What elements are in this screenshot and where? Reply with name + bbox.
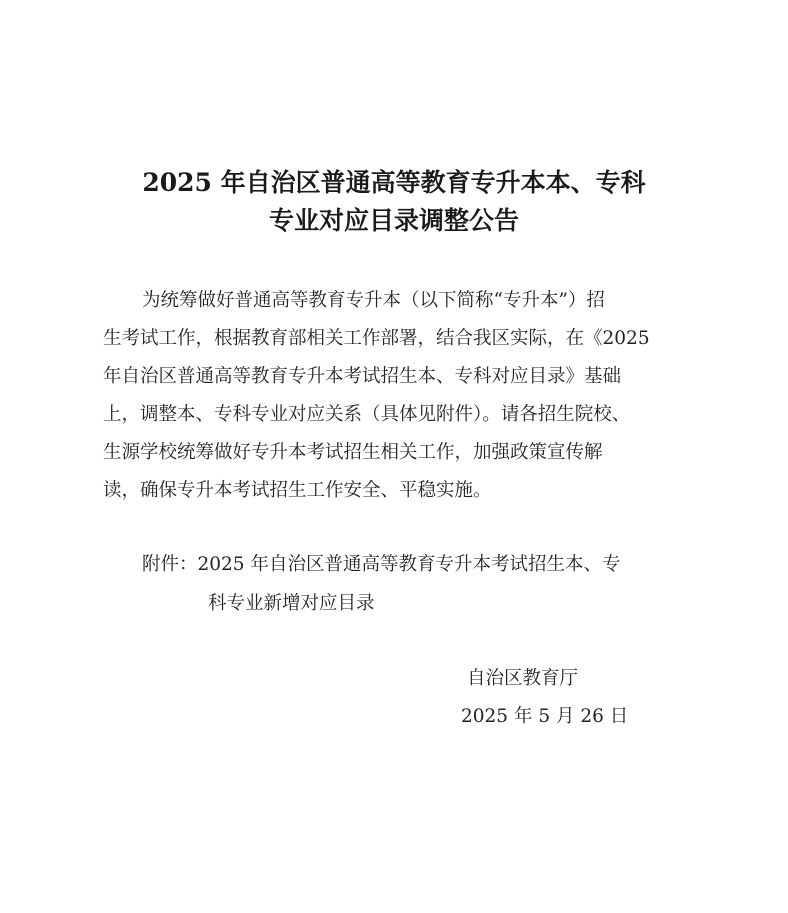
body-paragraph-line: 生考试工作，根据教育部相关工作部署，结合我区实际，在《2025 — [103, 328, 650, 349]
issuer-name: 自治区教育厅 — [467, 668, 579, 689]
attachment-line-1: 附件：2025 年自治区普通高等教育专升本考试招生本、专 — [142, 554, 621, 575]
body-paragraph-line: 为统筹做好普通高等教育专升本（以下简称“专升本”）招 — [142, 290, 605, 311]
document-title-line-1: 2025 年自治区普通高等教育专升本本、专科 — [142, 168, 646, 197]
issue-date: 2025 年 5 月 26 日 — [461, 706, 629, 727]
body-paragraph-line: 读，确保专升本考试招生工作安全、平稳实施。 — [103, 480, 492, 501]
attachment-line-2: 科专业新增对应目录 — [208, 593, 375, 614]
body-paragraph-line: 年自治区普通高等教育专升本考试招生本、专科对应目录》基础 — [103, 366, 622, 387]
body-paragraph-line: 生源学校统筹做好专升本考试招生相关工作，加强政策宣传解 — [103, 442, 603, 463]
body-paragraph-line: 上，调整本、专科专业对应关系（具体见附件）。请各招生院校、 — [103, 404, 631, 425]
document-title-line-2: 专业对应目录调整公告 — [268, 206, 519, 235]
